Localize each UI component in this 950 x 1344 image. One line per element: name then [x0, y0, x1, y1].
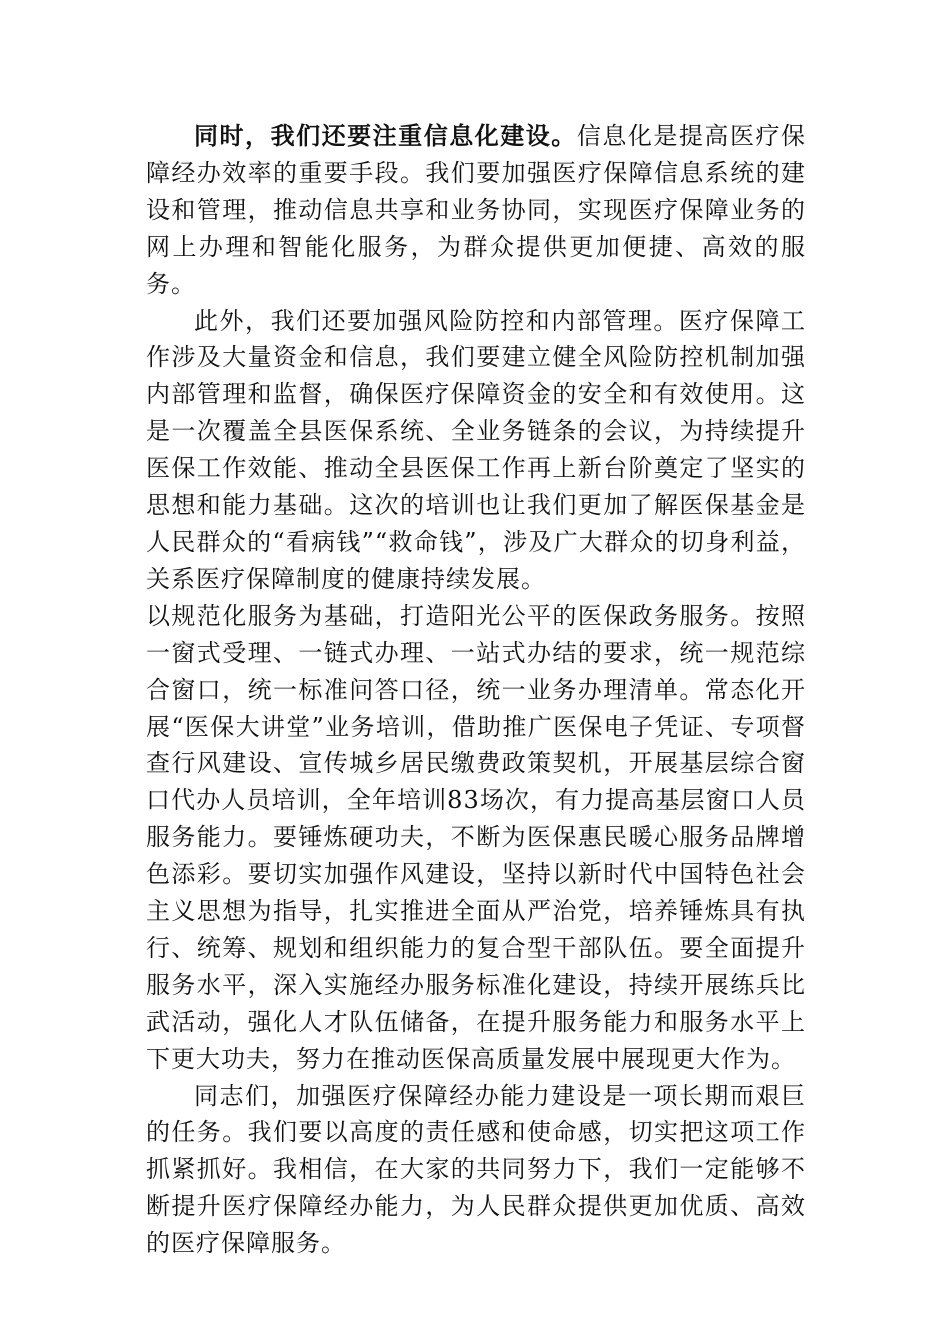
paragraph-body: 同志们，加强医疗保障经办能力建设是一项长期而艰巨的任务。我们要以高度的责任感和使命感，切实把这项工作抓紧抓好。我相信，在大家的共同努力下，我们一定能够不断提升医疗保障经办能力，为人民群众提供更加优质、高效的医疗保障服务。: [146, 1081, 806, 1258]
paragraph-standardized-service: [146, 598, 806, 1078]
paragraph-risk-control: [146, 303, 806, 598]
paragraph-body: 此外，我们还要加强风险防控和内部管理。医疗保障工作涉及大量资金和信息，我们要建立健全风险防控机制加强内部管理和监督，确保医疗保障资金的安全和有效使用。这是一次覆盖全县医保系统、全业务链条的会议，为持续提升医保工作效能、推动全县医保工作再上新台阶奠定了坚实的思想和能力基础。这次的培训也让我们更加了解医保基金是人民群众的“看病钱”“救命钱”，涉及广大群众的切身利益，关系医疗保障制度的健康持续发展。: [146, 306, 806, 593]
paragraph-body: 信息化是提高医疗保障经办效率的重要手段。我们要加强医疗保障信息系统的建设和管理，推动信息共享和业务协同，实现医疗保障业务的网上办理和智能化服务，为群众提供更加便捷、高效的服务。: [146, 122, 807, 298]
paragraph-body: 以规范化服务为基础，打造阳光公平的医保政务服务。按照一窗式受理、一链式办理、一站式办结的要求，统一规范综合窗口，统一标准问答口径，统一业务办理清单。常态化开展“医保大讲堂”业务培训，借助推广医保电子凭证、专项督查行风建设、宣传城乡居民缴费政策契机，开展基层综合窗口代办人员培训，全年培训83场次，有力提高基层窗口人员服务能力。要锤炼硬功夫，不断为医保惠民暖心服务品牌增色添彩。要切实加强作风建设，坚持以新时代中国特色社会主义思想为指导，扎实推进全面从严治党，培养锤炼具有执行、统筹、规划和组织能力的复合型干部队伍。要全面提升服务水平，深入实施经办服务标准化建设，持续开展练兵比武活动，强化人才队伍储备，在提升服务能力和服务水平上下更大功夫，努力在推动医保高质量发展中展现更大作为。: [146, 601, 806, 1073]
paragraph-informatization: [146, 118, 806, 303]
document-page: [146, 118, 806, 1262]
paragraph-conclusion: [146, 1078, 806, 1263]
paragraph-lead-bold: 同时，我们还要注重信息化建设。: [194, 121, 577, 150]
